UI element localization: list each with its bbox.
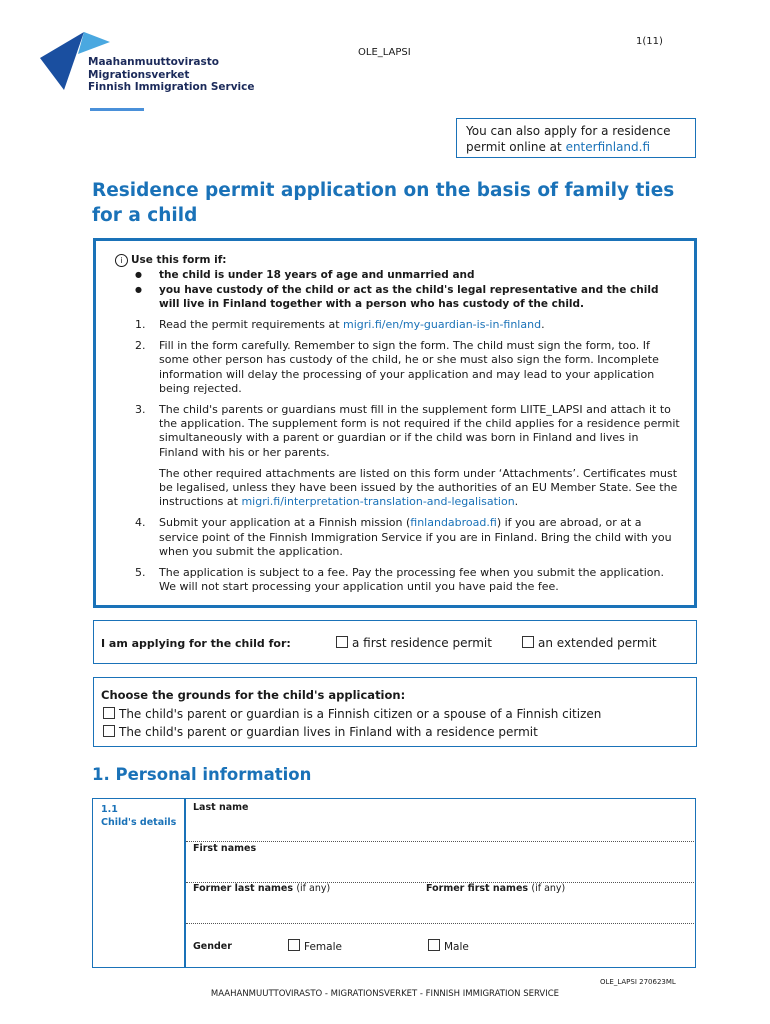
form-code: OLE_LAPSI	[358, 47, 411, 58]
if-any-note: (if any)	[296, 883, 331, 894]
first-permit-label: a first residence permit	[352, 636, 492, 650]
ground-finnish-citizen-option[interactable]	[103, 707, 601, 721]
step-number: 1.	[135, 318, 146, 331]
first-names-input[interactable]	[186, 855, 694, 881]
ground-finnish-citizen-label: The child's parent or guardian is a Finnish citizen or a spouse of a Finnish citizen	[119, 707, 602, 721]
step-item	[135, 516, 680, 559]
grounds-title: Choose the grounds for the child's application:	[101, 688, 406, 702]
former-last-names-input[interactable]	[186, 895, 416, 921]
first-permit-checkbox[interactable]	[336, 636, 348, 648]
footer-form-code: OLE_LAPSI 270623ML	[600, 978, 676, 986]
ground-residence-permit-checkbox[interactable]	[103, 725, 115, 737]
gender-label: Gender	[193, 941, 232, 952]
step-item	[135, 403, 680, 460]
step-item	[135, 339, 680, 396]
steps-list	[135, 318, 680, 601]
step-item	[135, 318, 680, 332]
ground-finnish-citizen-checkbox[interactable]	[103, 707, 115, 719]
finlandabroad-link[interactable]: finlandabroad.fi	[410, 516, 497, 530]
extended-permit-option[interactable]	[522, 636, 657, 650]
gender-male-label: Male	[444, 941, 469, 953]
step-text: The other required attachments are listed on this form under ‘Attachments’. Certificates must be legalised, unless they have been issued by the authorities of an EU Member State. See the instructions at	[159, 466, 678, 509]
legalisation-link[interactable]: migri.fi/interpretation-translation-and-legalisation	[241, 495, 515, 509]
condition-item: ● you have custody of the child or act as the child's legal representative and the child will live in Finland together with a person who has custody of the child.	[135, 283, 675, 312]
org-names	[88, 56, 254, 94]
page-title: Residence permit application on the basis of family ties for a child	[92, 180, 675, 226]
childs-details-section-label	[101, 803, 176, 829]
instructions-heading	[115, 254, 226, 267]
step-text: Read the permit requirements at	[159, 318, 343, 331]
org-name-en: Finnish Immigration Service	[88, 81, 255, 93]
step-text: Submit your application at a Finnish mission (	[159, 516, 411, 530]
step-text: The application is subject to a fee. Pay the processing fee when you submit the application. We will not start processing your application until you have paid the fee.	[159, 566, 664, 594]
ground-residence-permit-option[interactable]	[103, 725, 538, 739]
last-name-label: Last name	[193, 802, 249, 813]
page-number: 1(11)	[636, 36, 663, 47]
gender-male-checkbox[interactable]	[428, 939, 440, 951]
field-divider	[186, 841, 694, 842]
gender-female-label: Female	[304, 941, 342, 953]
step-number: 5.	[135, 566, 146, 580]
step-number: 4.	[135, 516, 146, 530]
step-text: ) if you are abroad, or at a service point of the Finnish Immigration Service if you are in Finland. Bring the child with you when you submit the application.	[159, 516, 672, 558]
org-name-sv: Migrationsverket	[88, 68, 190, 81]
info-icon: i	[115, 254, 128, 267]
extended-permit-checkbox[interactable]	[522, 636, 534, 648]
section-number: 1.1	[101, 804, 118, 815]
logo-underline	[90, 108, 144, 111]
permit-type-label: I am applying for the child for:	[101, 637, 291, 650]
if-any-note: (if any)	[531, 883, 566, 894]
gender-female-option[interactable]	[288, 939, 342, 953]
field-divider	[186, 923, 694, 924]
step-text: The child's parents or guardians must fill in the supplement form LIITE_LAPSI and attach it to the application. The supplement form is not required if the child applies for a residence permit simultaneously with a parent or guardian or if the child was born in Finland and lives in Finland with his or her parents.	[159, 403, 680, 459]
online-apply-note	[456, 118, 696, 158]
conditions-list	[135, 268, 675, 312]
section-personal-information-title: 1. Personal information	[92, 765, 312, 784]
online-note-text: You can also apply for a residence permit online at	[466, 124, 671, 154]
step-number: 3.	[135, 403, 146, 417]
step-number: 2.	[135, 339, 146, 353]
step-text: Fill in the form carefully. Remember to sign the form. The child must sign the form, too. If some other person has custody of the child, he or she must also sign the form. Incomplete information will delay the processing of your application and may lead to your application being rejected.	[159, 339, 659, 395]
step-item	[135, 566, 680, 594]
enterfinland-link[interactable]: enterfinland.fi	[565, 140, 651, 154]
gender-female-checkbox[interactable]	[288, 939, 300, 951]
permit-requirements-link[interactable]: migri.fi/en/my-guardian-is-in-finland	[343, 318, 542, 331]
ground-residence-permit-label: The child's parent or guardian lives in Finland with a residence permit	[119, 725, 538, 739]
step-text: .	[541, 318, 545, 331]
section-label: Child's details	[101, 817, 177, 828]
extended-permit-label: an extended permit	[538, 636, 657, 650]
last-name-input[interactable]	[186, 814, 694, 840]
former-first-names-input[interactable]	[420, 895, 694, 921]
step-item	[135, 467, 680, 510]
former-first-names-text: Former first names	[426, 883, 529, 894]
gender-male-option[interactable]	[428, 939, 469, 953]
first-names-label: First names	[193, 843, 257, 854]
org-name-fi: Maahanmuuttovirasto	[88, 56, 219, 68]
former-last-names-text: Former last names	[193, 883, 293, 894]
first-permit-option[interactable]	[336, 636, 492, 650]
condition-item: ● the child is under 18 years of age and unmarried and	[135, 268, 675, 283]
footer-text: MAAHANMUUTTOVIRASTO - MIGRATIONSVERKET - FINNISH IMMIGRATION SERVICE	[210, 989, 560, 999]
former-last-names-label	[193, 883, 330, 894]
former-first-names-label	[426, 883, 565, 894]
instructions-heading-text: Use this form if:	[131, 254, 227, 266]
step-text: .	[514, 495, 519, 509]
